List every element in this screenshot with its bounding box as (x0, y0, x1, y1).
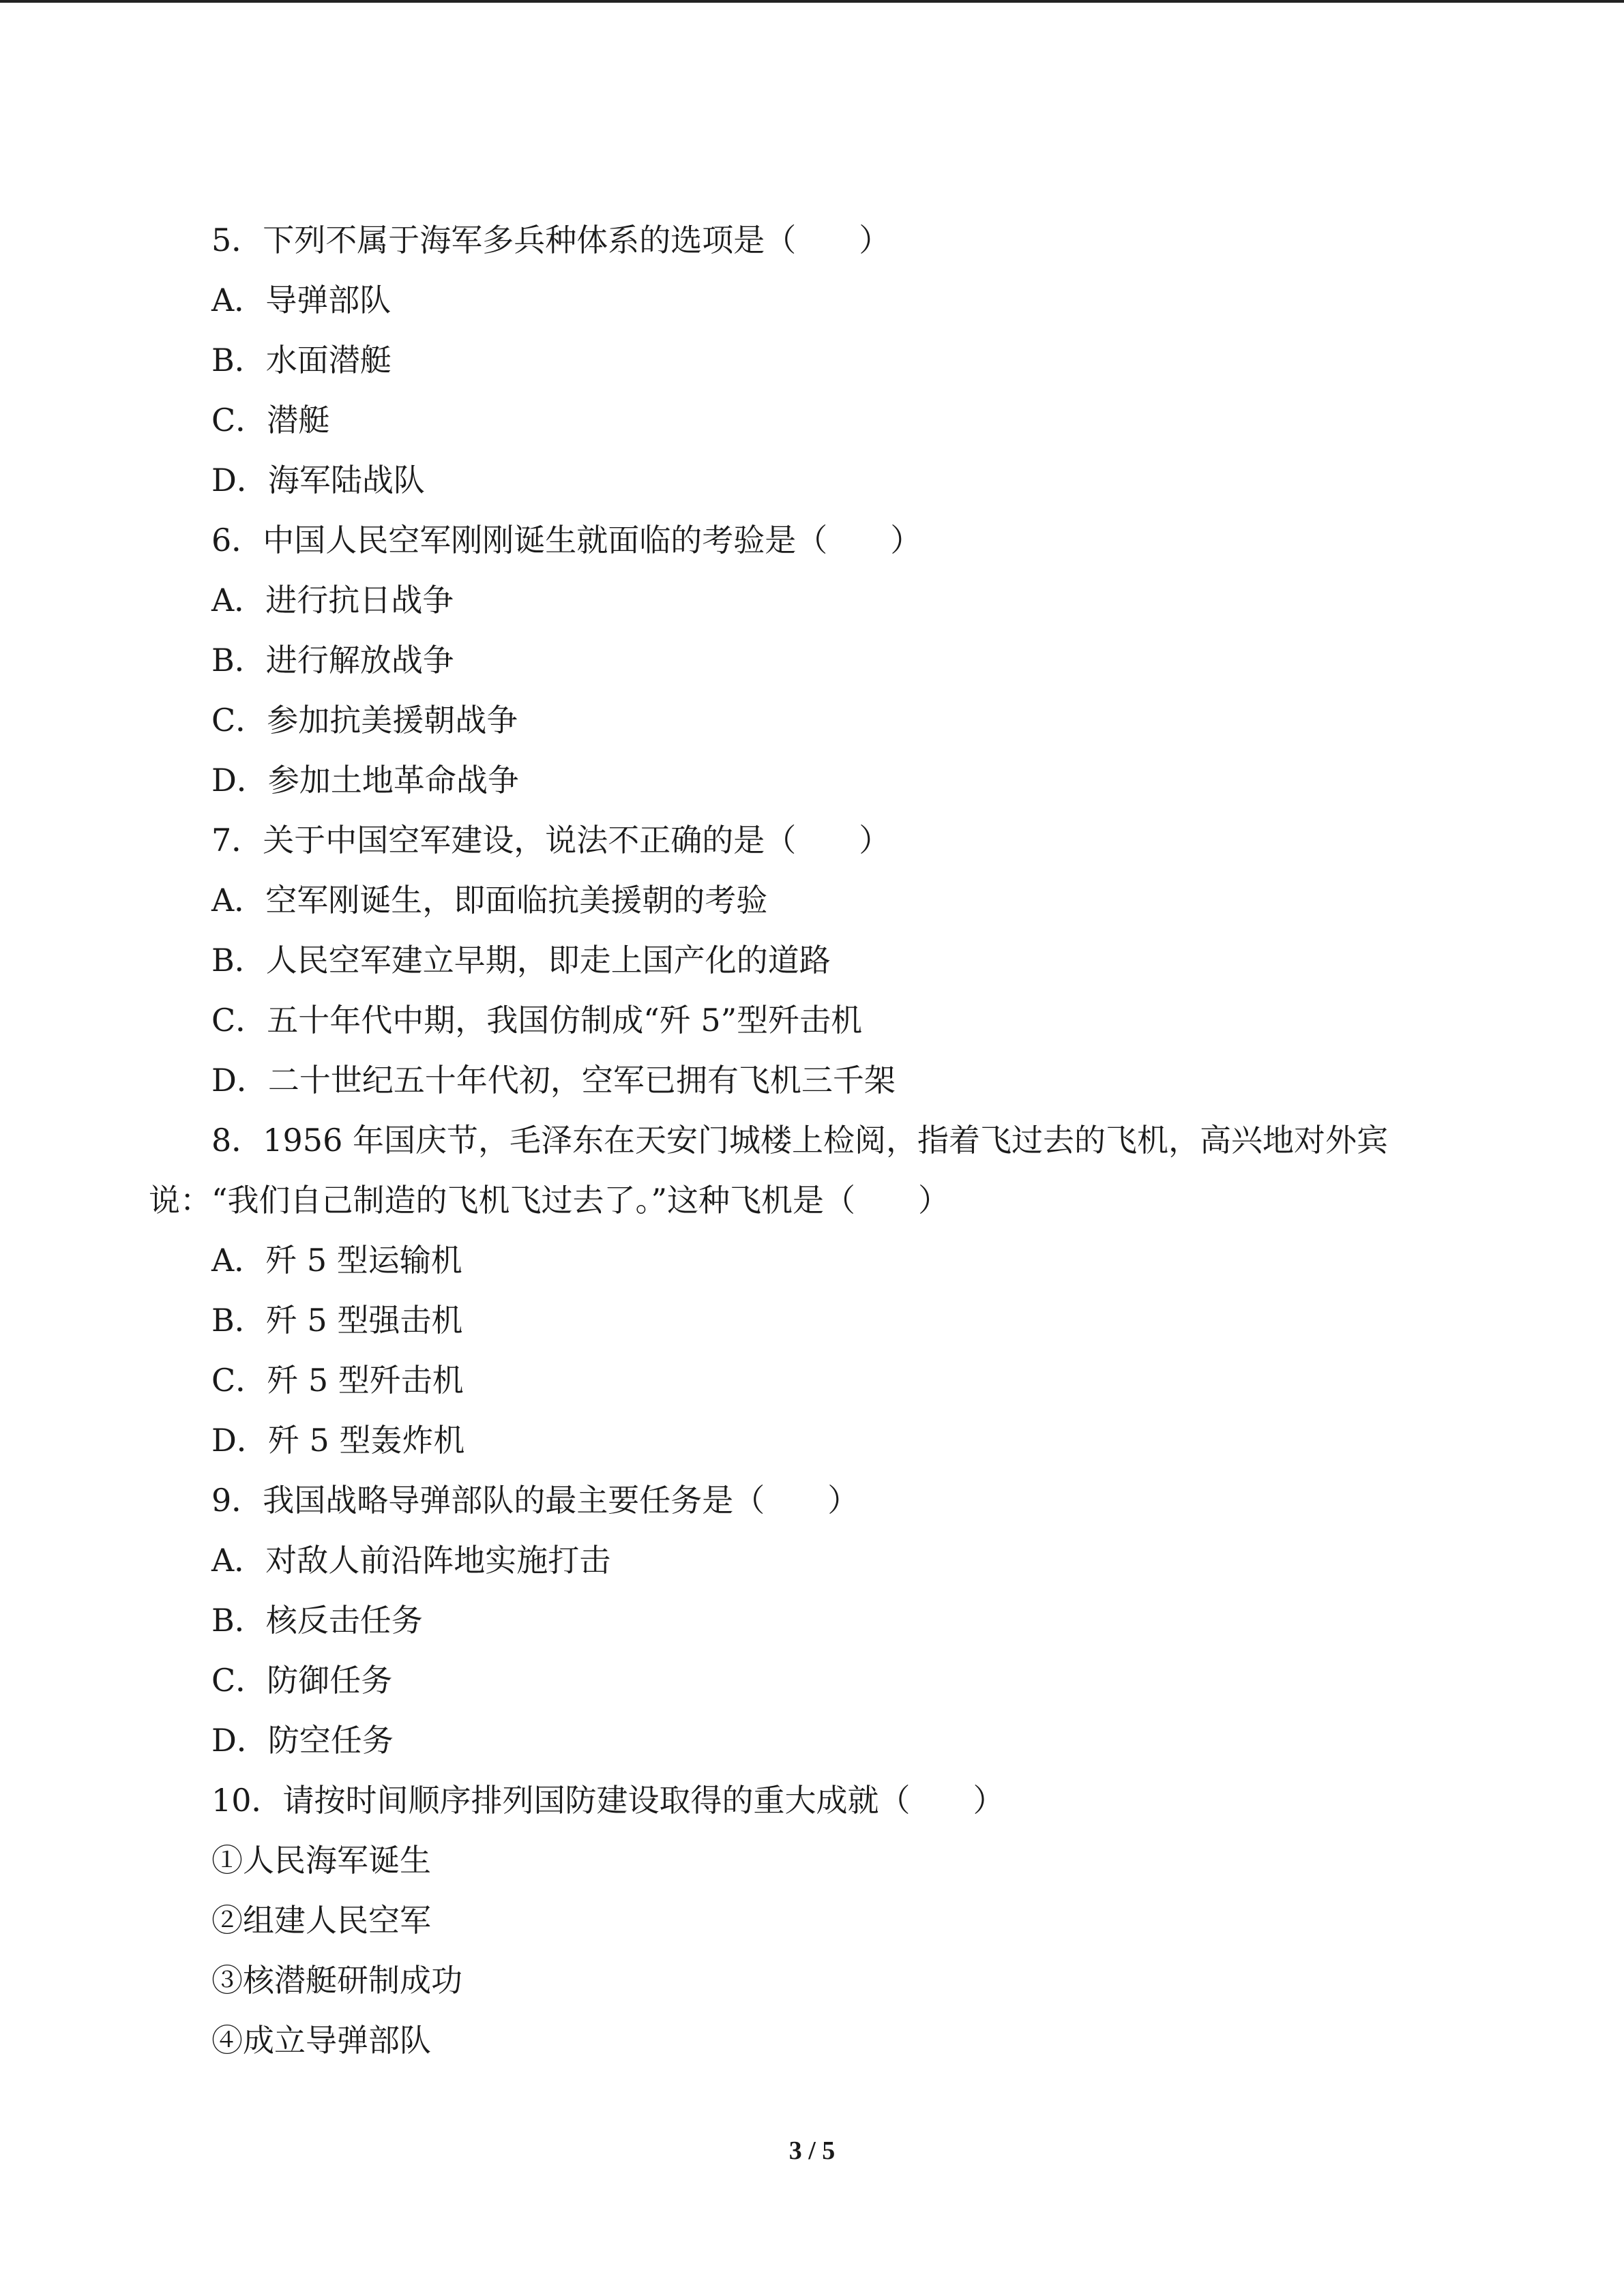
question-7-option-d: D．二十世纪五十年代初，空军已拥有飞机三千架 (211, 1062, 896, 1099)
question-10-stem: 10．请按时间顺序排列国防建设取得的重大成就（ ） (211, 1782, 1005, 1819)
document-body (0, 210, 1624, 2070)
question-6-stem: 6．中国人民空军刚刚诞生就面临的考验是（ ） (211, 522, 922, 558)
question-6-option-c: C．参加抗美援朝战争 (211, 702, 518, 739)
question-5-option-a: A．导弹部队 (211, 282, 392, 318)
question-10-item-1: ①人民海军诞生 (211, 1842, 431, 1879)
question-10-item-2: ②组建人民空军 (211, 1902, 431, 1939)
question-8-option-a: A．歼 5 型运输机 (211, 1242, 462, 1279)
question-7-option-a: A．空军刚诞生，即面临抗美援朝的考验 (211, 882, 768, 919)
question-5-stem: 5．下列不属于海军多兵种体系的选项是（ ） (211, 222, 891, 258)
question-9-option-d: D．防空任务 (211, 1722, 394, 1759)
question-8-option-c: C．歼 5 型歼击机 (211, 1362, 464, 1399)
question-6-option-d: D．参加土地革命战争 (211, 762, 519, 799)
question-9-stem: 9．我国战略导弹部队的最主要任务是（ ） (211, 1482, 859, 1519)
question-10-item-3: ③核潜艇研制成功 (211, 1962, 462, 1999)
question-9-option-b: B．核反击任务 (211, 1602, 423, 1639)
question-7-option-c: C．五十年代中期，我国仿制成“歼 5”型歼击机 (211, 1002, 863, 1039)
top-border-line (0, 0, 1624, 3)
question-7-stem: 7．关于中国空军建设，说法不正确的是（ ） (211, 822, 891, 859)
question-6-option-a: A．进行抗日战争 (211, 582, 454, 618)
question-10-item-4: ④成立导弹部队 (211, 2022, 431, 2059)
question-5-option-d: D．海军陆战队 (211, 462, 425, 498)
question-8-stem-continued: 说：“我们自己制造的飞机飞过去了。”这种飞机是（ ） (149, 1182, 950, 1219)
question-9-option-a: A．对敌人前沿阵地实施打击 (211, 1542, 611, 1579)
question-9-option-c: C．防御任务 (211, 1662, 393, 1699)
question-6-option-b: B．进行解放战争 (211, 642, 454, 679)
question-5-option-b: B．水面潜艇 (211, 342, 392, 378)
question-5-option-c: C．潜艇 (211, 402, 330, 438)
question-7-option-b: B．人民空军建立早期，即走上国产化的道路 (211, 942, 831, 979)
question-8-option-d: D．歼 5 型轰炸机 (211, 1422, 465, 1459)
question-8-option-b: B．歼 5 型强击机 (211, 1302, 463, 1339)
page-number: 3 / 5 (788, 2136, 836, 2165)
question-8-stem: 8．1956 年国庆节，毛泽东在天安门城楼上检阅，指着飞过去的飞机，高兴地对外宾 (211, 1122, 1388, 1159)
